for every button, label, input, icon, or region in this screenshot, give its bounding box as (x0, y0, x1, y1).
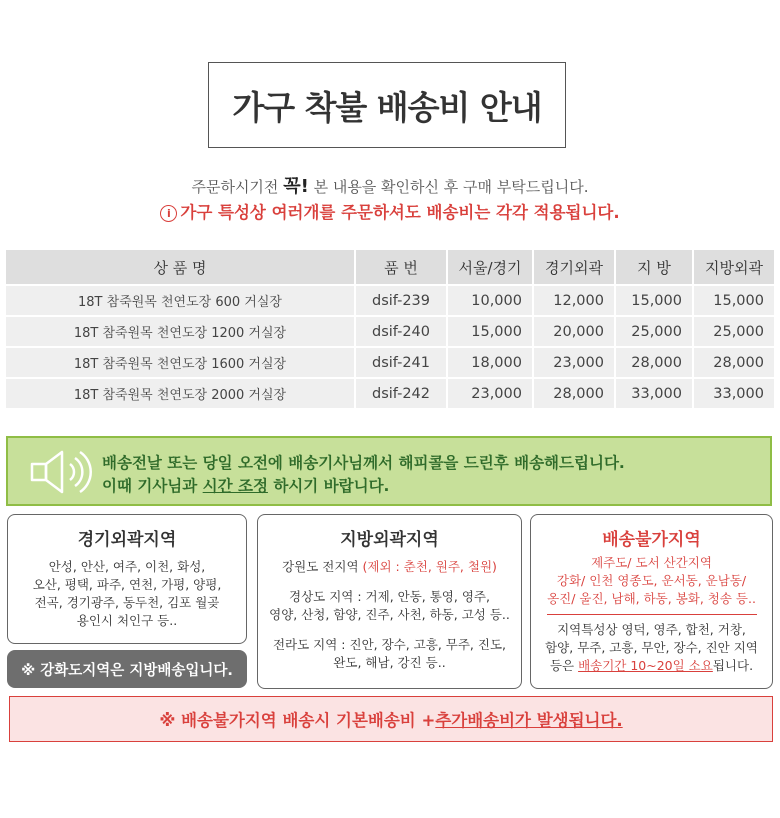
notice-line-1 (0, 172, 780, 198)
product-code: dsif-240 (356, 315, 448, 346)
fee-local: 15,000 (616, 284, 694, 315)
fee-seoul-gyeonggi: 23,000 (448, 377, 534, 408)
banner-line-2-before: 이때 기사님과 (102, 477, 203, 495)
jeolla-line: 완도, 해남, 강진 등.. (333, 655, 446, 670)
delay-line: 함양, 무주, 고흥, 무안, 장수, 진안 지역 (545, 640, 758, 655)
box-title: 배송불가지역 (602, 530, 701, 550)
region-line: 안성, 안산, 여주, 이천, 화성, (48, 559, 206, 574)
box-title: 지방외곽지역 (340, 530, 439, 550)
notice-line-1-after: 본 내용을 확인하신 후 구매 부탁드립니다. (308, 178, 589, 196)
header-gyeonggi-outer: 경기외곽 (534, 250, 616, 284)
info-icon: i (160, 205, 177, 222)
box-body (8, 558, 246, 630)
product-code: dsif-241 (356, 346, 448, 377)
box-body (258, 558, 521, 672)
product-name: 18T 참죽원목 천연도장 600 거실장 (6, 284, 356, 315)
undeliverable-region-box (530, 514, 773, 689)
product-code: dsif-239 (356, 284, 448, 315)
extra-fee-notice (9, 696, 773, 742)
ganghwa-note: ※ 강화도지역은 지방배송입니다. (7, 650, 247, 688)
fee-seoul-gyeonggi: 18,000 (448, 346, 534, 377)
box-body (531, 554, 772, 675)
fee-local-outer: 15,000 (694, 284, 774, 315)
product-name: 18T 참죽원목 천연도장 2000 거실장 (6, 377, 356, 408)
banner-time-adjust: 시간 조정 (202, 477, 268, 495)
region-line: 전곡, 경기광주, 동두천, 김포 월곶 (34, 595, 220, 610)
speaker-icon (26, 446, 94, 498)
product-code: dsif-242 (356, 377, 448, 408)
region-line: 용인시 처인구 등.. (76, 613, 178, 628)
banner-line-2-after: 하시기 바랍니다. (267, 477, 390, 495)
fee-gyeonggi-outer: 23,000 (534, 346, 616, 377)
header-local: 지 방 (616, 250, 694, 284)
table-row (6, 377, 774, 408)
fee-local-outer: 28,000 (694, 346, 774, 377)
fee-seoul-gyeonggi: 10,000 (448, 284, 534, 315)
fee-gyeonggi-outer: 20,000 (534, 315, 616, 346)
fee-gyeonggi-outer: 12,000 (534, 284, 616, 315)
undeliverable-line: 강화/ 인천 영종도, 운서동, 운남동/ (556, 573, 747, 588)
happy-call-banner (6, 436, 772, 506)
header-seoul-gyeonggi: 서울/경기 (448, 250, 534, 284)
fee-local: 25,000 (616, 315, 694, 346)
product-name: 18T 참죽원목 천연도장 1200 거실장 (6, 315, 356, 346)
delay-before: 등은 (549, 658, 579, 673)
extra-fee-before: ※ 배송불가지역 배송시 기본배송비 + (159, 711, 436, 730)
gangwon-line (258, 558, 521, 576)
fee-gyeonggi-outer: 28,000 (534, 377, 616, 408)
fee-seoul-gyeonggi: 15,000 (448, 315, 534, 346)
banner-line-1: 배송전날 또는 당일 오전에 배송기사님께서 해피콜을 드린후 배송해드립니다. (102, 454, 625, 472)
undeliverable-line: 제주도/ 도서 산간지역 (591, 555, 712, 570)
extra-fee-highlight: 추가배송비가 발생됩니다. (435, 711, 623, 730)
gyeongsang-line: 영양, 산청, 함양, 진주, 사천, 하동, 고성 등.. (269, 607, 510, 622)
box-title: 경기외곽지역 (77, 530, 177, 550)
shipping-fee-table (6, 250, 774, 408)
fee-local-outer: 25,000 (694, 315, 774, 346)
notice-line-2-text: 가구 특성상 여러개를 주문하셔도 배송비는 각각 적용됩니다. (180, 203, 620, 222)
gangwon-exceptions: (제외 : 춘천, 원주, 철원) (362, 559, 497, 574)
region-line: 오산, 평택, 파주, 연천, 가평, 양평, (32, 577, 222, 592)
header-local-outer: 지방외곽 (694, 250, 774, 284)
notice-line-2 (0, 199, 780, 223)
page-title: 가구 착불 배송비 안내 (208, 62, 566, 148)
gyeonggi-outer-region-box (7, 514, 247, 644)
fee-local: 28,000 (616, 346, 694, 377)
local-outer-region-box (257, 514, 522, 689)
table-header-row (6, 250, 774, 284)
notice-line-1-before: 주문하시기전 (191, 178, 284, 196)
gangwon-text: 강원도 전지역 (282, 559, 363, 574)
product-name: 18T 참죽원목 천연도장 1600 거실장 (6, 346, 356, 377)
jeolla-line: 전라도 지역 : 진안, 장수, 고흥, 무주, 진도, (272, 637, 507, 652)
delay-period: 배송기간 10~20일 소요 (578, 658, 713, 673)
delay-line (531, 657, 772, 675)
delay-after: 됩니다. (712, 658, 754, 673)
table-row (6, 315, 774, 346)
header-product-name: 상 품 명 (6, 250, 356, 284)
gyeongsang-line: 경상도 지역 : 거제, 안동, 통영, 영주, (289, 589, 490, 604)
banner-line-2 (102, 474, 389, 496)
table-row (6, 346, 774, 377)
header-product-code: 품 번 (356, 250, 448, 284)
table-row (6, 284, 774, 315)
fee-local-outer: 33,000 (694, 377, 774, 408)
delay-line: 지역특성상 영덕, 영주, 합천, 거창, (557, 622, 746, 637)
fee-local: 33,000 (616, 377, 694, 408)
undeliverable-line: 옹진/ 울진, 남해, 하동, 봉화, 청송 등.. (547, 591, 756, 606)
divider (547, 614, 757, 615)
notice-emphasis: 꼭! (283, 176, 309, 197)
